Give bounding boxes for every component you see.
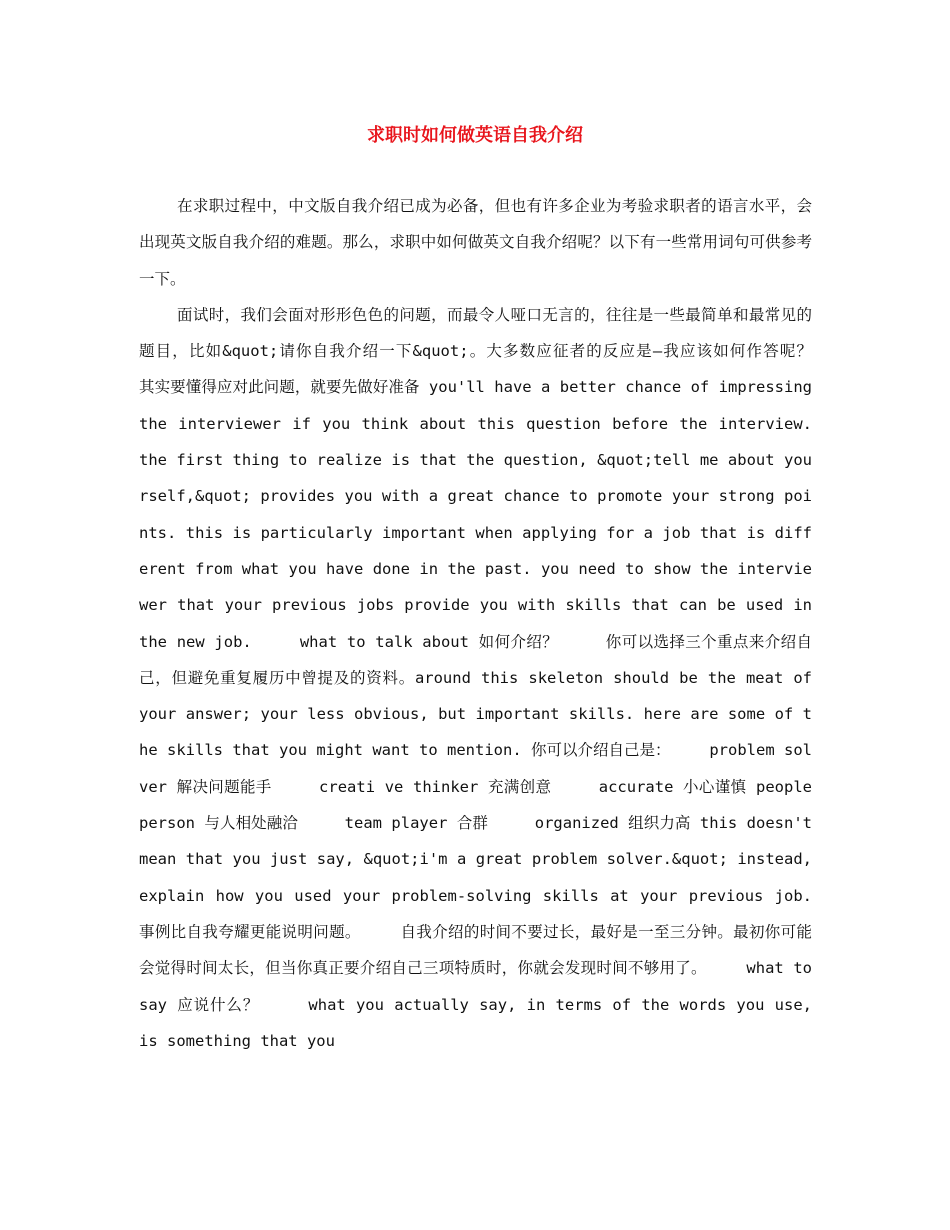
document-body: [139, 188, 859, 1059]
paragraph-main: 面试时，我们会面对形形色色的问题，而最令人哑口无言的，往往是一些最简单和最常见的题目，比如&quot;请你自我介绍一下&quot;。大多数应征者的反应是—我应该如何作答呢？ 其实要懂得应对此问题，就要先做好准备 you'll have a better chance of impressing the interviewer if you think about this question before the interview. the first thing to realize is that the question, &quot;tell me about yourself,&quot; provides you with a great chance to promote your strong points. this is particularly important when applying for a job that is different from what you have done in the past. you need to show the interviewer that your previous jobs provide you with skills that can be used in the new job. what to talk about 如何介绍？ 你可以选择三个重点来介绍自己，但避免重复履历中曾提及的资料。around this skeleton should be the meat of your answer; your less obvious, but important skills. here are some of the skills that you might want to mention. 你可以介绍自己是： problem solver 解决问题能手 creati ve thinker 充满创意 accurate 小心谨慎 people person 与人相处融洽 team player 合群 organized 组织力高 this doesn't mean that you just say, &quot;i'm a great problem solver.&quot; instead, explain how you used your problem-solving skills at your previous job. 事例比自我夸耀更能说明问题。 自我介绍的时间不要过长，最好是一至三分钟。最初你可能会觉得时间太长，但当你真正要介绍自己三项特质时，你就会发现时间不够用了。 what to say 应说什么？ what you actually say, in terms of the words you use, is something that you: [139, 305, 859, 1050]
paragraph-intro: 在求职过程中，中文版自我介绍已成为必备，但也有许多企业为考验求职者的语言水平，会出现英文版自我介绍的难题。那么，求职中如何做英文自我介绍呢？以下有一些常用词句可供参考一下。: [139, 197, 812, 288]
document-title: 求职时如何做英语自我介绍: [367, 125, 583, 146]
